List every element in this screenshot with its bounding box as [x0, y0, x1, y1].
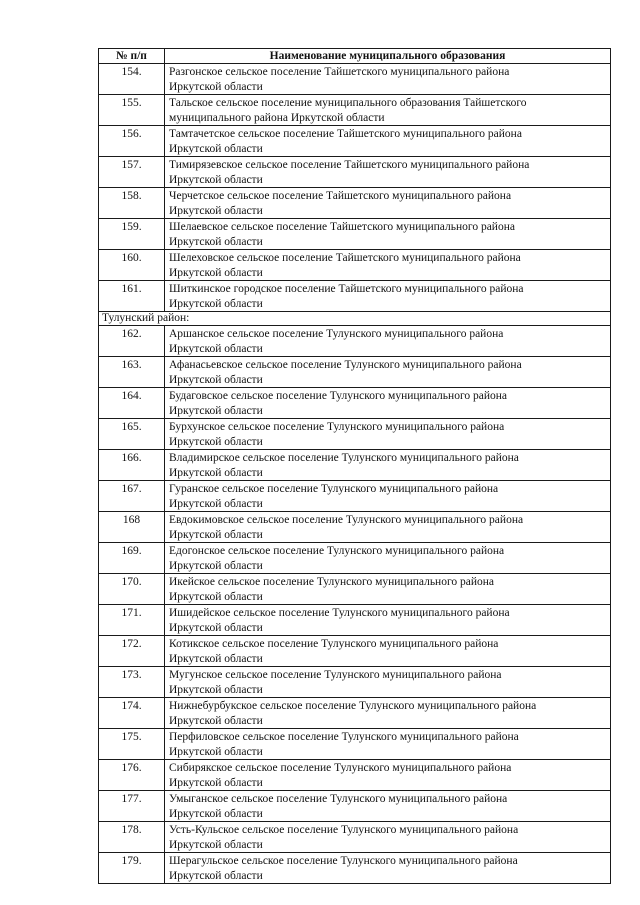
row-name-line-2: Иркутской области	[169, 528, 263, 541]
table-header-row	[99, 49, 611, 64]
row-name	[165, 450, 611, 481]
row-number: 164.	[99, 388, 165, 419]
row-name	[165, 95, 611, 126]
row-name-line-2: Иркутской области	[169, 745, 263, 758]
table-row	[99, 157, 611, 188]
row-name	[165, 281, 611, 312]
row-name	[165, 64, 611, 95]
row-name-line-1: Будаговское сельское поселение Тулунского муниципального района	[169, 390, 508, 402]
row-name-line-1: Шелаевское сельское поселение Тайшетского муниципального района	[169, 221, 515, 233]
table-row	[99, 357, 611, 388]
row-name-line-1: Перфиловское сельское поселение Тулунского муниципального района	[169, 731, 519, 743]
row-name-line-2: Иркутской области	[169, 869, 263, 882]
row-name	[165, 357, 611, 388]
row-name-line-1: Усть-Кульское сельское поселение Тулунского муниципального района	[169, 824, 519, 836]
row-number: 174.	[99, 698, 165, 729]
row-number: 155.	[99, 95, 165, 126]
row-name-line-1: Шелеховское сельское поселение Тайшетского муниципального района	[169, 252, 521, 264]
row-name-line-2: Иркутской области	[169, 807, 263, 820]
row-number: 162.	[99, 326, 165, 357]
row-name-line-2: Иркутской области	[169, 404, 263, 417]
row-number: 170.	[99, 574, 165, 605]
row-name	[165, 574, 611, 605]
row-name-line-2: Иркутской области	[169, 435, 263, 448]
row-name	[165, 729, 611, 760]
row-name-line-2: Иркутской области	[169, 466, 263, 479]
row-name	[165, 326, 611, 357]
row-name-line-1: Гуранское сельское поселение Тулунского муниципального района	[169, 483, 499, 495]
row-number: 159.	[99, 219, 165, 250]
row-name-line-2: Иркутской области	[169, 204, 263, 217]
row-name-line-1: Мугунское сельское поселение Тулунского муниципального района	[169, 669, 502, 681]
row-name-line-2: Иркутской области	[169, 173, 263, 186]
row-number: 179.	[99, 853, 165, 884]
row-name-line-2: Иркутской области	[169, 235, 263, 248]
row-name-line-2: Иркутской области	[169, 497, 263, 510]
row-name-line-2: Иркутской области	[169, 80, 263, 93]
row-name	[165, 605, 611, 636]
row-name	[165, 698, 611, 729]
header-name: Наименование муниципального образования	[165, 49, 611, 64]
row-name-line-2: Иркутской области	[169, 142, 263, 155]
row-number: 165.	[99, 419, 165, 450]
row-name-line-1: Икейское сельское поселение Тулунского муниципального района	[169, 576, 495, 588]
row-name-line-1: Афанасьевское сельское поселение Тулунского муниципального района	[169, 359, 522, 371]
row-name-line-2: Иркутской области	[169, 683, 263, 696]
row-name	[165, 481, 611, 512]
row-number: 158.	[99, 188, 165, 219]
row-name-line-1: Тамтачетское сельское поселение Тайшетского муниципального района	[169, 128, 522, 140]
row-name	[165, 188, 611, 219]
row-name	[165, 157, 611, 188]
row-name-line-2: Иркутской области	[169, 590, 263, 603]
row-number: 175.	[99, 729, 165, 760]
row-name	[165, 388, 611, 419]
row-name	[165, 219, 611, 250]
table-row	[99, 219, 611, 250]
table-row	[99, 481, 611, 512]
row-number: 171.	[99, 605, 165, 636]
table-row	[99, 512, 611, 543]
table-row	[99, 760, 611, 791]
row-number: 157.	[99, 157, 165, 188]
table-row	[99, 636, 611, 667]
row-name-line-1: Разгонское сельское поселение Тайшетского муниципального района	[169, 66, 510, 78]
header-number: № п/п	[99, 49, 165, 64]
municipalities-table	[98, 48, 611, 884]
row-number: 178.	[99, 822, 165, 853]
row-name-line-1: Евдокимовское сельское поселение Тулунского муниципального района	[169, 514, 524, 526]
row-name	[165, 791, 611, 822]
row-name-line-1: Аршанское сельское поселение Тулунского муниципального района	[169, 328, 504, 340]
table-row	[99, 419, 611, 450]
table-row	[99, 64, 611, 95]
row-number: 169.	[99, 543, 165, 574]
document-page	[98, 48, 610, 884]
row-name	[165, 126, 611, 157]
row-name-line-1: Едогонское сельское поселение Тулунского муниципального района	[169, 545, 505, 557]
table-row	[99, 326, 611, 357]
table-row	[99, 791, 611, 822]
row-name-line-1: Котикское сельское поселение Тулунского муниципального района	[169, 638, 499, 650]
row-name-line-2: Иркутской области	[169, 776, 263, 789]
row-name-line-2: Иркутской области	[169, 714, 263, 727]
table-row	[99, 698, 611, 729]
row-name-line-1: Сибирякское сельское поселение Тулунского муниципального района	[169, 762, 512, 774]
row-number: 156.	[99, 126, 165, 157]
row-name-line-1: Черчетское сельское поселение Тайшетского муниципального района	[169, 190, 512, 202]
row-name-line-2: Иркутской области	[169, 266, 263, 279]
table-row	[99, 667, 611, 698]
row-name	[165, 853, 611, 884]
table-row	[99, 853, 611, 884]
table-row	[99, 605, 611, 636]
table-row	[99, 543, 611, 574]
row-name-line-1: Нижнебурбукское сельское поселение Тулунского муниципального района	[169, 700, 537, 712]
table-row	[99, 388, 611, 419]
table-row	[99, 822, 611, 853]
row-name-line-2: Иркутской области	[169, 297, 263, 310]
row-name	[165, 667, 611, 698]
row-name-line-2: Иркутской области	[169, 621, 263, 634]
row-name	[165, 250, 611, 281]
row-number: 168	[99, 512, 165, 543]
row-name-line-2: Иркутской области	[169, 652, 263, 665]
row-name-line-2: муниципального района Иркутской области	[169, 111, 385, 124]
table-body	[99, 64, 611, 884]
row-name	[165, 543, 611, 574]
section-title: Тулунский район:	[99, 312, 611, 326]
table-row	[99, 281, 611, 312]
row-number: 177.	[99, 791, 165, 822]
row-number: 173.	[99, 667, 165, 698]
table-row	[99, 250, 611, 281]
row-number: 163.	[99, 357, 165, 388]
row-name	[165, 419, 611, 450]
row-name-line-1: Шиткинское городское поселение Тайшетского муниципального района	[169, 283, 524, 295]
row-number: 166.	[99, 450, 165, 481]
row-name	[165, 636, 611, 667]
row-name-line-1: Тальское сельское поселение муниципального образования Тайшетского	[169, 97, 527, 109]
row-name-line-1: Владимирское сельское поселение Тулунского муниципального района	[169, 452, 519, 464]
row-name-line-1: Умыганское сельское поселение Тулунского муниципального района	[169, 793, 508, 805]
table-row	[99, 188, 611, 219]
row-name-line-1: Шерагульское сельское поселение Тулунского муниципального района	[169, 855, 518, 867]
row-number: 161.	[99, 281, 165, 312]
row-name-line-1: Тимирязевское сельское поселение Тайшетского муниципального района	[169, 159, 530, 171]
row-number: 176.	[99, 760, 165, 791]
table-row	[99, 450, 611, 481]
section-row	[99, 312, 611, 326]
row-number: 160.	[99, 250, 165, 281]
table-row	[99, 95, 611, 126]
table-row	[99, 126, 611, 157]
row-number: 154.	[99, 64, 165, 95]
table-row	[99, 574, 611, 605]
row-name	[165, 512, 611, 543]
row-number: 167.	[99, 481, 165, 512]
table-row	[99, 729, 611, 760]
row-name-line-2: Иркутской области	[169, 559, 263, 572]
row-name	[165, 822, 611, 853]
row-number: 172.	[99, 636, 165, 667]
row-name-line-2: Иркутской области	[169, 838, 263, 851]
row-name-line-2: Иркутской области	[169, 373, 263, 386]
row-name-line-2: Иркутской области	[169, 342, 263, 355]
row-name-line-1: Ишидейское сельское поселение Тулунского муниципального района	[169, 607, 510, 619]
row-name	[165, 760, 611, 791]
row-name-line-1: Бурхунское сельское поселение Тулунского муниципального района	[169, 421, 505, 433]
